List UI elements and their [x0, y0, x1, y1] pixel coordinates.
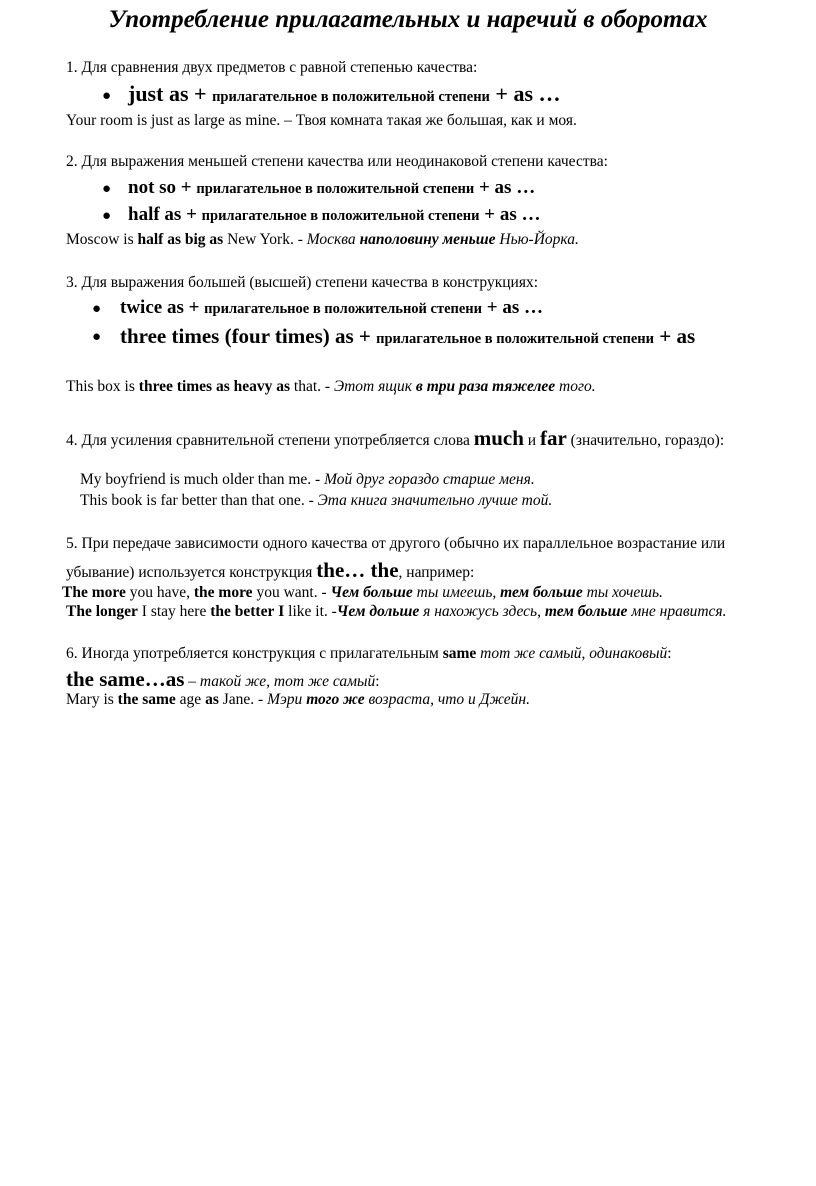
section-4-heading: 4. Для усиления сравнительной степени употребляется слова much и far (значительно, гораздо): [66, 426, 725, 450]
bullet-dot-icon: ● [102, 208, 112, 224]
section-3-bullet-1: ● twice as + прилагательное в положительной степени + as … [120, 296, 543, 321]
section-2-bullet-1: ● not so + прилагательное в положительной степени + as … [128, 176, 535, 201]
section-1-example: Your room is just as large as mine. – Твоя комната такая же большая, как и моя. [66, 112, 577, 129]
section-6-example: Mary is the same age as Jane. - Мэри того же возраста, что и Джейн. [66, 691, 530, 708]
section-1-heading: 1. Для сравнения двух предметов с равной степенью качества: [66, 59, 478, 76]
section-6-construction: the same…as – такой же, тот же самый: [66, 667, 380, 691]
page-title: Употребление прилагательных и наречий в оборотах [108, 6, 708, 33]
section-2-bullet-2: ● half as + прилагательное в положительной степени + as … [128, 203, 540, 228]
section-5-heading-line-2: убывание) используется конструкция the… the, например: [66, 558, 475, 582]
section-6-heading: 6. Иногда употребляется конструкция с прилагательным same тот же самый, одинаковый: [66, 645, 672, 662]
bullet-dot-icon: ● [102, 181, 112, 197]
section-3-example: This box is three times as heavy as that. - Этот ящик в три раза тяжелее того. [66, 378, 596, 395]
section-4-example-1: My boyfriend is much older than me. - Мой друг гораздо старше меня. [80, 471, 535, 488]
bullet-dot-icon: ● [92, 329, 102, 345]
section-5-heading-line-1: 5. При передаче зависимости одного качества от другого (обычно их параллельное возрастание или [66, 535, 726, 552]
section-5-example-1: The more you have, the more you want. - Чем больше ты имеешь, тем больше ты хочешь. [62, 584, 663, 601]
section-5-example-2: The longer I stay here the better I like it. -Чем дольше я нахожусь здесь, тем больше мне нравится. [66, 603, 727, 620]
section-1-bullet-1: ● just as + прилагательное в положительной степени + as … [128, 80, 561, 111]
section-3-bullet-2: ● three times (four times) as + прилагательное в положительной степени + as [92, 324, 696, 348]
section-3-heading: 3. Для выражения большей (высшей) степени качества в конструкциях: [66, 274, 539, 291]
section-2-heading: 2. Для выражения меньшей степени качества или неодинаковой степени качества: [66, 153, 608, 170]
section-4-example-2: This book is far better than that one. - Эта книга значительно лучше той. [80, 492, 553, 509]
bullet-dot-icon: ● [102, 88, 112, 104]
bullet-dot-icon: ● [92, 301, 102, 317]
section-2-example: Moscow is half as big as New York. - Москва наполовину меньше Нью-Йорка. [66, 231, 579, 248]
